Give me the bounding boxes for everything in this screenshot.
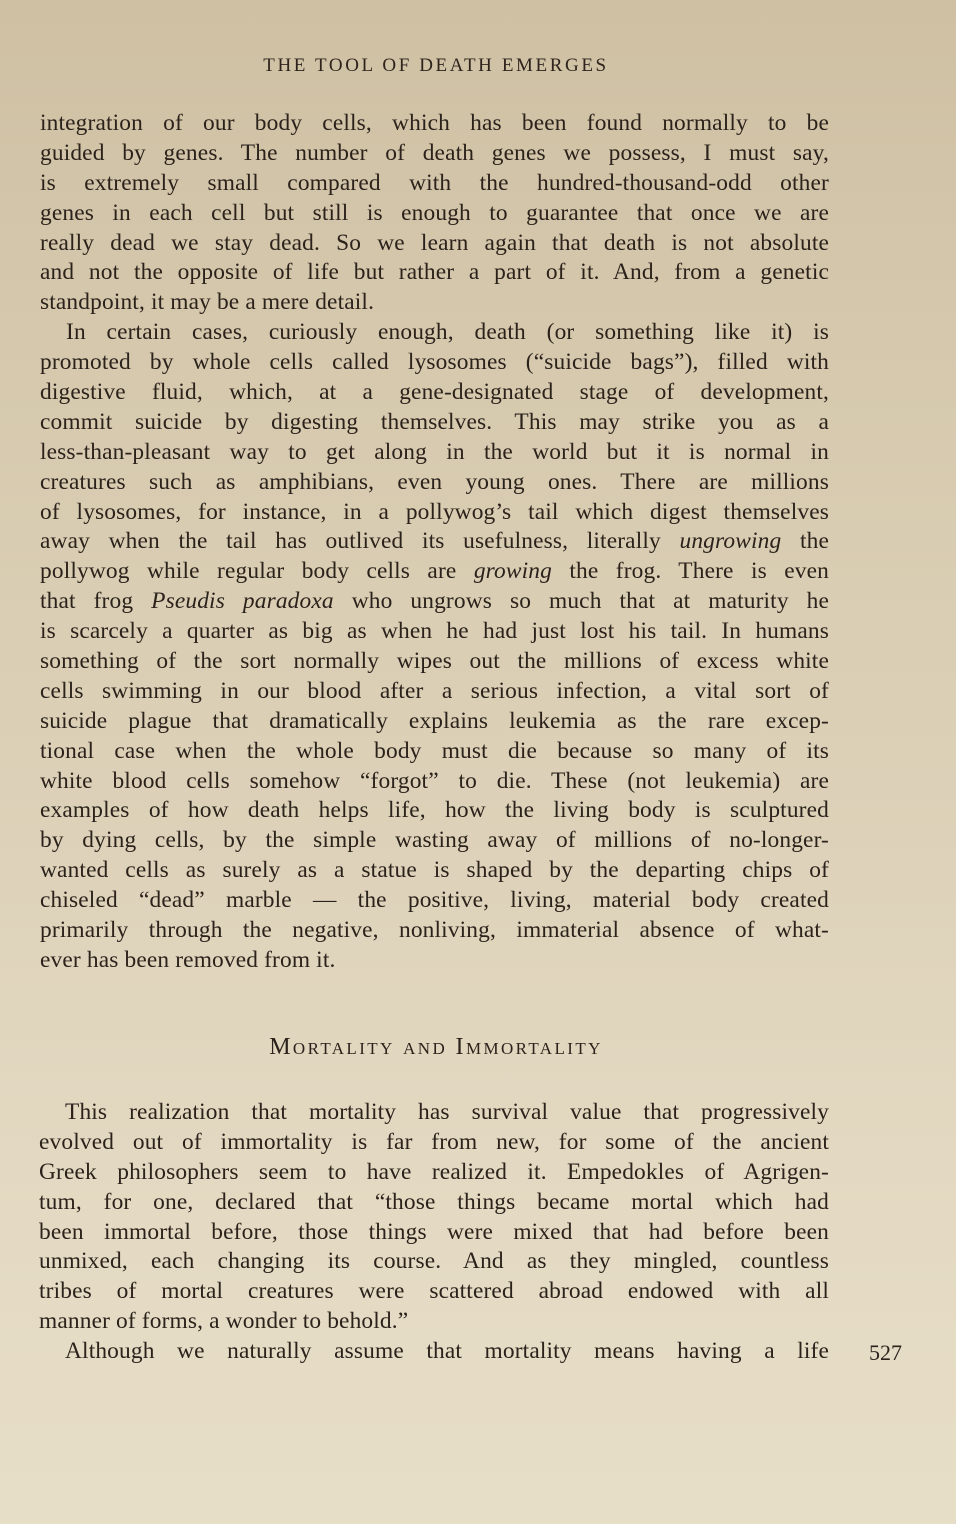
text-line: guided by genes. The number of death genes we possess, I must say, — [40, 139, 829, 166]
text-line: evolved out of immortality is far from new, for some of the ancient — [39, 1128, 829, 1155]
italic-emphasis: growing — [473, 558, 552, 585]
text-line: Greek philosophers seem to have realized it. Empedokles of Agrigen- — [39, 1158, 829, 1185]
text-fragment: the frog. There is even — [552, 558, 829, 585]
text-line-paragraph-start: This realization that mortality has survival value that progressively — [65, 1099, 829, 1125]
text-line: unmixed, each changing its course. And as they mingled, countless — [39, 1248, 829, 1275]
section-heading: Mortality and Immortality — [269, 1034, 603, 1060]
text-line: chiseled “dead” marble — the positive, living, material body created — [40, 887, 829, 914]
text-fragment: who ungrows so much that at maturity he — [333, 588, 829, 615]
text-line: tum, for one, declared that “those things became mortal which had — [39, 1188, 829, 1215]
text-fragment: pollywog while regular body cells are — [40, 558, 474, 585]
text-line: and not the opposite of life but rather a part of it. And, from a genetic — [40, 259, 829, 286]
page-number: 527 — [869, 1340, 902, 1365]
text-line: is scarcely a quarter as big as when he had just lost his tail. In humans — [40, 618, 829, 645]
text-line: of lysosomes, for instance, in a pollywog’s tail which digest themselves — [40, 498, 829, 525]
text-line: less-than-pleasant way to get along in the world but it is normal in — [40, 438, 829, 465]
text-line: is extremely small compared with the hundred-thousand-odd other — [40, 169, 829, 196]
text-line-paragraph-start: In certain cases, curiously enough, death (or something like it) is — [66, 319, 829, 346]
text-line: commit suicide by digesting themselves. This may strike you as a — [40, 408, 829, 435]
text-line-paragraph-end: manner of forms, a wonder to behold.” — [39, 1308, 409, 1335]
text-line: wanted cells as surely as a statue is shaped by the departing chips of — [40, 857, 829, 884]
body-text-block-2 — [39, 1098, 829, 1367]
text-fragment: the — [781, 528, 829, 555]
text-fragment: away when the tail has outlived its usefulness, literally — [40, 528, 680, 555]
text-line: integration of our body cells, which has been found normally to be — [40, 110, 829, 136]
text-line: white blood cells somehow “forgot” to die. These (not leukemia) are — [40, 767, 829, 794]
text-line: tional case when the whole body must die because so many of its — [40, 737, 829, 764]
text-line: creatures such as amphibians, even young ones. There are millions — [40, 468, 829, 495]
text-line: tribes of mortal creatures were scattered abroad endowed with all — [39, 1278, 829, 1305]
text-line: promoted by whole cells called lysosomes (“suicide bags”), filled with — [40, 349, 829, 376]
text-line: cells swimming in our blood after a serious infection, a vital sort of — [40, 677, 829, 704]
text-line-paragraph-end: standpoint, it may be a mere detail. — [40, 289, 375, 316]
body-text-block-1 — [40, 109, 829, 976]
text-line: been immortal before, those things were mixed that had before been — [39, 1218, 829, 1245]
text-line — [40, 587, 829, 617]
italic-species-name: Pseudis paradoxa — [151, 588, 334, 615]
italic-emphasis: ungrowing — [679, 528, 782, 555]
text-line: really dead we stay dead. So we learn again that death is not absolute — [40, 229, 829, 256]
text-fragment: that frog — [40, 588, 152, 615]
text-line: digestive fluid, which, at a gene-designated stage of development, — [40, 379, 829, 406]
text-line: primarily through the negative, nonliving, immaterial absence of what- — [40, 917, 829, 944]
text-line — [40, 527, 829, 557]
text-line — [40, 557, 829, 587]
text-line: by dying cells, by the simple wasting away of millions of no-longer- — [40, 827, 829, 854]
text-line-paragraph-start: Although we naturally assume that mortality means having a life — [65, 1338, 829, 1365]
text-line-paragraph-end: ever has been removed from it. — [40, 946, 336, 973]
text-line: examples of how death helps life, how the living body is sculptured — [40, 797, 829, 824]
text-line: genes in each cell but still is enough to guarantee that once we are — [40, 199, 829, 226]
text-line: something of the sort normally wipes out the millions of excess white — [40, 648, 829, 675]
running-head: THE TOOL OF DEATH EMERGES — [263, 55, 609, 76]
text-line: suicide plague that dramatically explains leukemia as the rare excep- — [40, 707, 829, 734]
